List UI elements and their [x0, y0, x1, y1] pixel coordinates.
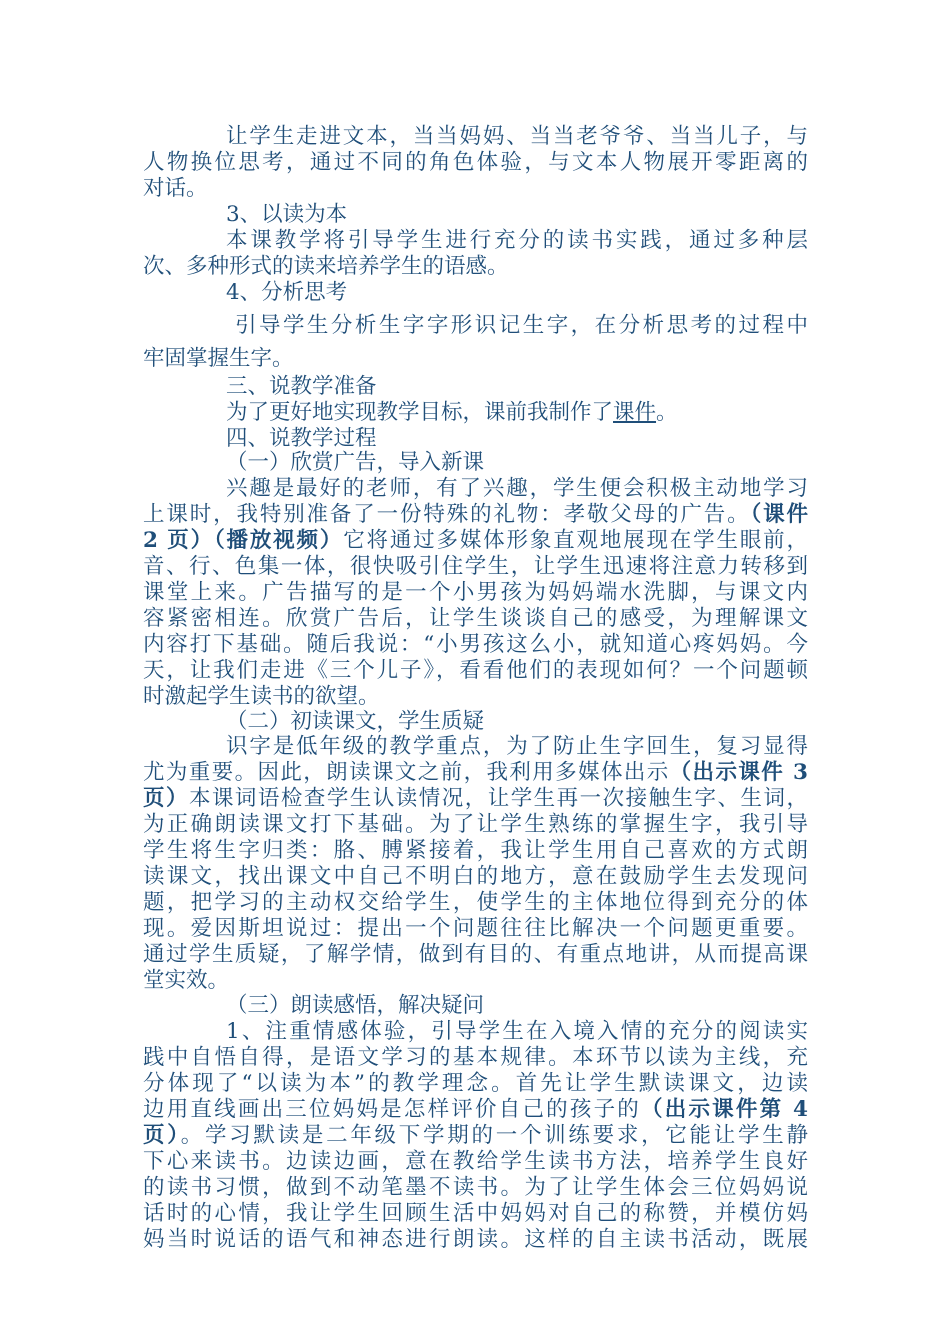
text-line: 让学生走进文本，当当妈妈、当当老爷爷、当当儿子，与 — [226, 124, 808, 149]
text-line: 天，让我们走进《三个儿子》，看看他们的表现如何？一个问题顿 — [143, 658, 808, 683]
section-heading: 4、分析思考 — [226, 280, 348, 305]
text-line: 音、行、色集一体，很快吸引住学生，让学生迅速将注意力转移到 — [143, 554, 808, 579]
text-line: 的读书习惯，做到不动笔墨不读书。为了让学生体会三位妈妈说 — [143, 1175, 808, 1200]
text-line: 人物换位思考，通过不同的角色体验，与文本人物展开零距离的 — [143, 150, 808, 175]
text-line: 兴趣是最好的老师，有了兴趣，学生便会积极主动地学习 — [226, 476, 808, 501]
text-line: 识字是低年级的教学重点，为了防止生字回生，复习显得 — [226, 734, 808, 759]
text-line — [226, 400, 808, 425]
text-run: 。 — [656, 400, 678, 425]
text-run: 边用直线画出三位妈妈是怎样评价自己的孩子的 — [143, 1097, 642, 1122]
text-run: 。学习默读是二年级下学期的一个训练要求，它能让学生静 — [180, 1123, 808, 1148]
text-run: 它将通过多媒体形象直观地展现在学生眼前， — [343, 528, 808, 553]
text-line: 容紧密相连。欣赏广告后，让学生谈谈自己的感受，为理解课文 — [143, 606, 808, 631]
section-heading: 3、以读为本 — [226, 202, 348, 227]
section-heading: 三、说教学准备 — [226, 374, 377, 399]
text-line — [143, 528, 808, 553]
text-line: 1、注重情感体验，引导学生在入境入情的充分的阅读实 — [226, 1019, 808, 1044]
text-line: 时激起学生读书的欲望。 — [143, 684, 380, 709]
text-line — [143, 786, 808, 811]
text-run: 上课时，我特别准备了一份特殊的礼物：孝敬父母的广告。 — [143, 502, 751, 527]
text-line: 对话。 — [143, 176, 208, 201]
text-line: 课堂上来。广告描写的是一个小男孩为妈妈端水洗脚，与课文内 — [143, 580, 808, 605]
courseware-note: （课件 — [750, 502, 808, 527]
text-line: 践中自悟自得，是语文学习的基本规律。本环节以读为主线，充 — [143, 1045, 808, 1070]
text-run: 尤为重要。因此，朗读课文之前，我利用多媒体出示 — [143, 760, 670, 785]
text-line: 引导学生分析生字字形识记生字，在分析思考的过程中 — [235, 313, 808, 338]
subsection-heading: （二）初读课文，学生质疑 — [226, 709, 485, 734]
courseware-note: 页） — [143, 786, 189, 811]
text-line: 话时的心情，我让学生回顾生活中妈妈对自己的称赞，并模仿妈 — [143, 1201, 808, 1226]
text-line: 现。爱因斯坦说过：提出一个问题往往比解决一个问题更重要。 — [143, 916, 808, 941]
text-line: 牢固掌握生字。 — [143, 346, 294, 371]
text-run: 为了更好地实现教学目标，课前我制作了 — [226, 400, 614, 425]
courseware-note: （出示课件 3 — [669, 760, 808, 785]
subsection-heading: （三）朗读感悟，解决疑问 — [226, 993, 485, 1018]
courseware-link[interactable]: 课件 — [613, 400, 657, 425]
section-heading: 四、说教学过程 — [226, 426, 377, 451]
text-line: 读课文，找出课文中自己不明白的地方，意在鼓励学生去发现问 — [143, 864, 808, 889]
text-line — [143, 1123, 808, 1148]
text-line: 下心来读书。边读边画，意在教给学生读书方法，培养学生良好 — [143, 1149, 808, 1174]
courseware-note: （出示课件第 4 — [641, 1097, 808, 1122]
text-line: 分体现了“以读为本”的教学理念。首先让学生默读课文，边读 — [143, 1071, 808, 1096]
text-line: 学生将生字归类：胳、膊紧接着，我让学生用自己喜欢的方式朗 — [143, 838, 808, 863]
text-run: 本课词语检查学生认读情况，让学生再一次接触生字、生词， — [188, 786, 808, 811]
text-line: 通过学生质疑，了解学情，做到有目的、有重点地讲，从而提高课 — [143, 942, 808, 967]
text-line: 妈当时说话的语气和神态进行朗读。这样的自主读书活动，既展 — [143, 1227, 808, 1252]
text-line: 内容打下基础。随后我说：“小男孩这么小，就知道心疼妈妈。今 — [143, 632, 808, 657]
text-line — [143, 1097, 808, 1122]
text-line: 本课教学将引导学生进行充分的读书实践，通过多种层 — [226, 228, 808, 253]
courseware-note: 页） — [143, 1123, 181, 1148]
text-line: 为正确朗读课文打下基础。为了让学生熟练的掌握生字，我引导 — [143, 812, 808, 837]
text-line — [143, 760, 808, 785]
text-line — [143, 502, 808, 527]
subsection-heading: （一）欣赏广告，导入新课 — [226, 450, 485, 475]
text-line: 次、多种形式的读来培养学生的语感。 — [143, 254, 509, 279]
courseware-note: 2 页）（播放视频） — [143, 528, 344, 553]
text-line: 堂实效。 — [143, 968, 230, 993]
text-line: 题，把学习的主动权交给学生，使学生的主体地位得到充分的体 — [143, 890, 808, 915]
